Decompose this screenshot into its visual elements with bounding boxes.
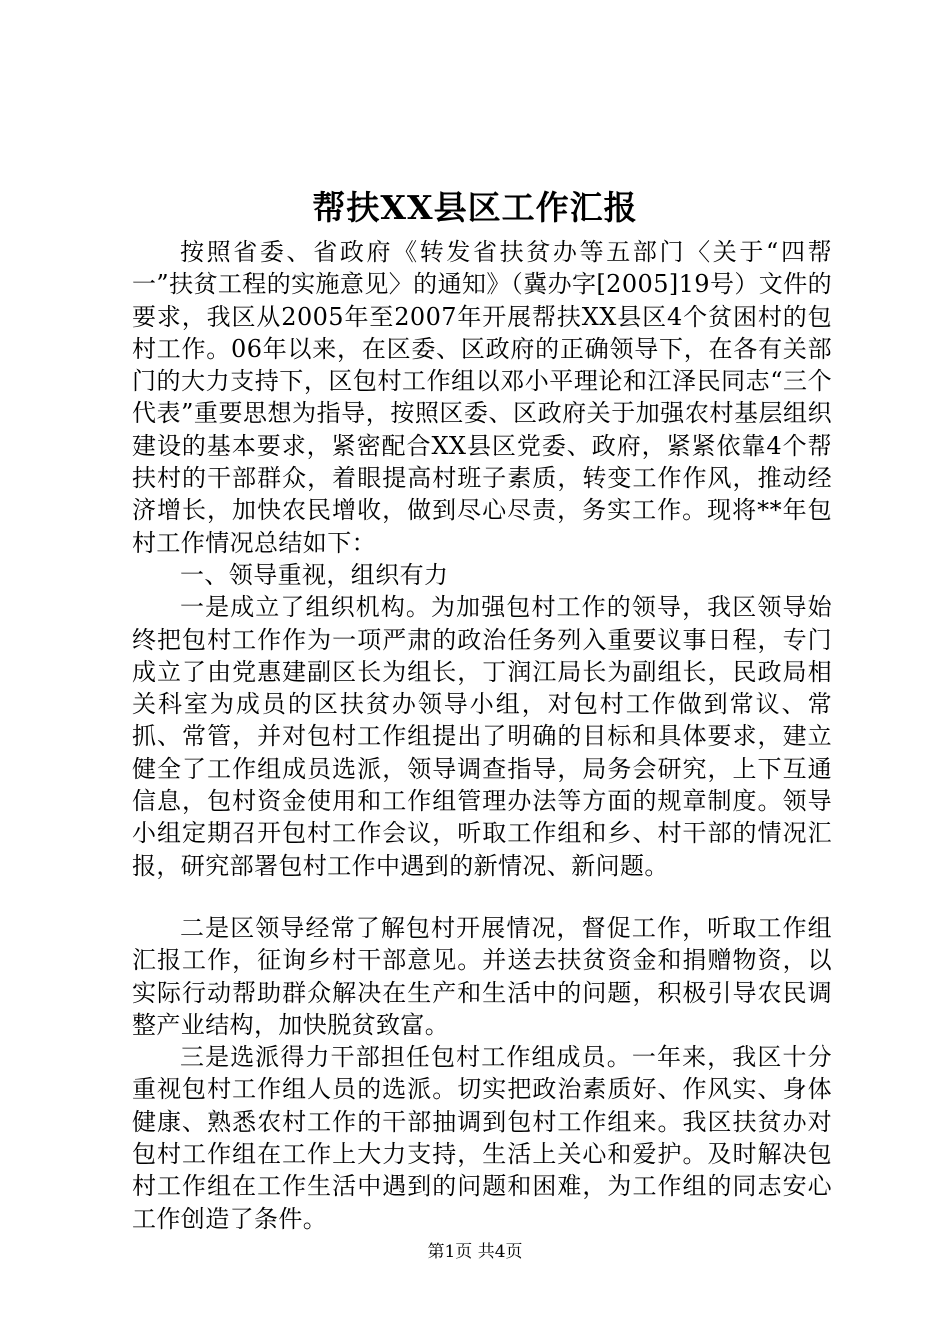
- section-heading: 一、领导重视，组织有力: [180, 560, 449, 589]
- document-title: 帮扶XX县区工作汇报: [312, 188, 638, 227]
- page-footer: 第1页 共4页: [427, 1242, 523, 1262]
- paragraph-gap: [132, 882, 832, 912]
- paragraph-item-1: 一是成立了组织机构。为加强包村工作的领导，我区领导始终把包村工作作为一项严肃的政治任务列入重要议事日程，专门成立了由党惠建副区长为组长，丁润江局长为副组长，民政局相关科室为成员的区扶贫办领导小组，对包村工作做到常议、常抓、常管，并对包村工作组提出了明确的目标和具体要求，建立健全了工作组成员选派，领导调查指导，局务会研究，上下互通信息，包村资金使用和工作组管理办法等方面的规章制度。领导小组定期召开包村工作会议，听取工作组和乡、村干部的情况汇报，研究部署包村工作中遇到的新情况、新问题。: [132, 593, 832, 880]
- paragraph-intro: 按照省委、省政府《转发省扶贫办等五部门〈关于“四帮一”扶贫工程的实施意见〉的通知》（冀办字[2005]19号）文件的要求，我区从2005年至2007年开展帮扶XX县区4个贫困村的包村工作。06年以来，在区委、区政府的正确领导下，在各有关部门的大力支持下，区包村工作组以邓小平理论和江泽民同志“三个代表”重要思想为指导，按照区委、区政府关于加强农村基层组织建设的基本要求，紧密配合XX县区党委、政府，紧紧依靠4个帮扶村的干部群众，着眼提高村班子素质，转变工作作风，推动经济增长，加快农民增收，做到尽心尽责，务实工作。现将**年包村工作情况总结如下：: [132, 238, 832, 557]
- document-body: [132, 236, 832, 1235]
- paragraph-item-2: 二是区领导经常了解包村开展情况，督促工作，听取工作组汇报工作，征询乡村干部意见。并送去扶贫资金和捐赠物资，以实际行动帮助群众解决在生产和生活中的问题，积极引导农民调整产业结构，加快脱贫致富。: [132, 913, 832, 1039]
- paragraph-item-3: 三是选派得力干部担任包村工作组成员。一年来，我区十分重视包村工作组人员的选派。切实把政治素质好、作风实、身体健康、熟悉农村工作的干部抽调到包村工作组来。我区扶贫办对包村工作组在工作上大力支持，生活上关心和爱护。及时解决包村工作组在工作生活中遇到的问题和困难，为工作组的同志安心工作创造了条件。: [132, 1043, 832, 1233]
